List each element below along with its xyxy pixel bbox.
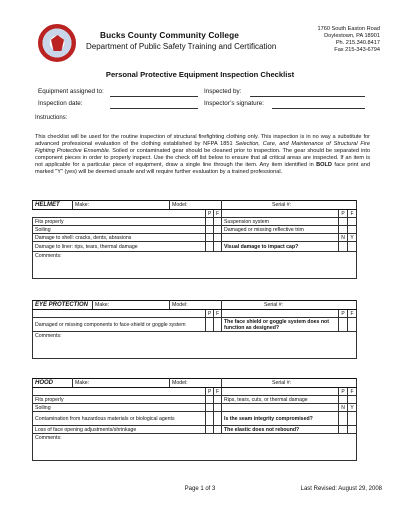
- pass-header: P: [339, 310, 348, 318]
- pass-box[interactable]: [206, 318, 214, 332]
- hood-item: Soiling: [33, 404, 206, 412]
- pass-box[interactable]: [206, 218, 214, 226]
- helmet-item: Soiling: [33, 226, 206, 234]
- yes-header: Y: [348, 234, 357, 242]
- pass-header: P: [206, 210, 214, 218]
- fail-box[interactable]: [214, 426, 222, 434]
- pass-box[interactable]: [206, 426, 214, 434]
- hood-make-cell[interactable]: Make:: [73, 379, 170, 388]
- fail-box[interactable]: [348, 218, 357, 226]
- helmet-make-cell[interactable]: Make:: [73, 201, 170, 210]
- no-box[interactable]: [339, 426, 348, 434]
- helmet-model-cell[interactable]: Model:: [170, 201, 222, 210]
- pass-header: P: [339, 388, 348, 396]
- pass-box[interactable]: [339, 396, 348, 404]
- hood-critical-item: Is the seam integrity compromised?: [222, 412, 339, 426]
- fail-header: F: [214, 210, 222, 218]
- helmet-table: [32, 200, 357, 279]
- hood-section-title: HOOD: [33, 379, 73, 388]
- equipment-assigned-field[interactable]: [110, 96, 198, 97]
- pass-box[interactable]: [206, 234, 214, 242]
- inspection-date-label: Inspection date:: [38, 100, 83, 107]
- college-seal-logo: [38, 24, 76, 62]
- no-box[interactable]: [339, 412, 348, 426]
- department-name: Department of Public Safety Training and Certification: [86, 42, 277, 51]
- pass-header: P: [206, 310, 214, 318]
- no-box[interactable]: [339, 242, 348, 252]
- yes-box[interactable]: [348, 242, 357, 252]
- helmet-item: Fits properly: [33, 218, 206, 226]
- fail-header: F: [214, 388, 222, 396]
- pass-header: P: [206, 388, 214, 396]
- page-title: Personal Protective Equipment Inspection Checklist: [105, 70, 295, 79]
- eye-critical-item: The face shield or goggle system does not function as designed?: [222, 318, 339, 332]
- pass-box[interactable]: [206, 404, 214, 412]
- inspector-signature-field[interactable]: [272, 108, 365, 109]
- hood-item: Contamination from hazardous materials or biological agents: [33, 412, 206, 426]
- helmet-critical-item: Visual damage to impact cap?: [222, 242, 339, 252]
- yes-header: Y: [348, 404, 357, 412]
- helmet-item: Damage to liner: rips, tears, thermal damage: [33, 242, 206, 252]
- hood-table: [32, 378, 357, 461]
- eye-model-cell[interactable]: Model:: [170, 301, 222, 310]
- fail-box[interactable]: [214, 396, 222, 404]
- instructions-heading: Instructions:: [35, 115, 68, 121]
- pass-header: P: [339, 210, 348, 218]
- yes-box[interactable]: [348, 318, 357, 332]
- fail-box[interactable]: [348, 226, 357, 234]
- page-number: Page 1 of 3: [184, 486, 216, 492]
- pass-box[interactable]: [339, 218, 348, 226]
- fail-box[interactable]: [214, 226, 222, 234]
- fail-header: F: [348, 310, 357, 318]
- no-box[interactable]: [339, 318, 348, 332]
- helmet-item: Suspension system: [222, 218, 339, 226]
- hood-model-cell[interactable]: Model:: [170, 379, 222, 388]
- fail-box[interactable]: [214, 234, 222, 242]
- fail-box[interactable]: [348, 396, 357, 404]
- eye-serial-cell[interactable]: Serial #:: [222, 301, 357, 310]
- inspector-signature-label: Inspector’s signature:: [204, 100, 264, 107]
- fax-line: Fax 215-343-6794: [334, 47, 380, 53]
- hood-critical-item: The elastic does not rebound?: [222, 426, 339, 434]
- eye-make-cell[interactable]: Make:: [93, 301, 170, 310]
- helmet-serial-cell[interactable]: Serial #:: [222, 201, 357, 210]
- fail-header: F: [348, 210, 357, 218]
- helmet-item: Damaged or missing reflective trim: [222, 226, 339, 234]
- pass-box[interactable]: [206, 412, 214, 426]
- fail-header: F: [214, 310, 222, 318]
- inspection-date-field[interactable]: [110, 108, 198, 109]
- phone-line: Ph. 215.340.8417: [335, 40, 380, 46]
- yes-box[interactable]: [348, 426, 357, 434]
- helmet-comments[interactable]: Comments:: [33, 252, 357, 279]
- inspected-by-field[interactable]: [250, 96, 365, 97]
- address-line: Doylestown, PA 18901: [324, 33, 380, 39]
- college-address: [270, 26, 380, 54]
- eye-protection-table: [32, 300, 357, 359]
- fail-box[interactable]: [214, 218, 222, 226]
- college-name: Bucks County Community College: [100, 30, 239, 40]
- pass-box[interactable]: [339, 226, 348, 234]
- no-header: N: [339, 234, 348, 242]
- fail-box[interactable]: [214, 318, 222, 332]
- yes-box[interactable]: [348, 412, 357, 426]
- hood-serial-cell[interactable]: Serial #:: [222, 379, 357, 388]
- hood-item: Rips, tears, cuts, or thermal damage: [222, 396, 339, 404]
- hood-comments[interactable]: Comments:: [33, 434, 357, 461]
- last-revised: Last Revised: August 29, 2008: [300, 486, 382, 492]
- inspected-by-label: Inspected by:: [204, 88, 242, 95]
- address-line: 1760 South Easton Road: [317, 26, 380, 32]
- hood-item: Loss of face opening adjustments/shrinkage: [33, 426, 206, 434]
- fail-box[interactable]: [214, 242, 222, 252]
- fail-header: F: [348, 388, 357, 396]
- eye-comments[interactable]: Comments:: [33, 332, 357, 359]
- equipment-assigned-label: Equipment assigned to:: [38, 88, 104, 95]
- pass-box[interactable]: [206, 242, 214, 252]
- fail-box[interactable]: [214, 412, 222, 426]
- pass-box[interactable]: [206, 226, 214, 234]
- helmet-section-title: HELMET: [33, 201, 73, 210]
- eye-protection-section-title: EYE PROTECTION: [33, 301, 93, 310]
- eye-item: Damaged or missing components to face-shield or goggle system: [33, 318, 206, 332]
- hood-item: Fits properly: [33, 396, 206, 404]
- fail-box[interactable]: [214, 404, 222, 412]
- pass-box[interactable]: [206, 396, 214, 404]
- instructions-text: This checklist will be used for the routine inspection of structural firefighting clothing only. This inspection is in no way a substitute for advanced professional evaluation of the clothing established by NFPA 1851 Selection, Care, and Maintenance of Structural Fire Fighting Protective Ensemble. Soiled or contaminated gear should be cleaned prior to inspection. The gear should be separated into component pieces in order to properly inspect. Use the check off list below to ensure that all critical areas are inspected. If an item is not applicable for a particular piece of equipment, draw a single line through the item. Any item identified in BOLD face print and marked "Y" (yes) will be deemed unsafe and will require further evaluation by a trained professional.: [35, 134, 370, 176]
- no-header: N: [339, 404, 348, 412]
- helmet-item: Damage to shell: cracks, dents, abrasions: [33, 234, 206, 242]
